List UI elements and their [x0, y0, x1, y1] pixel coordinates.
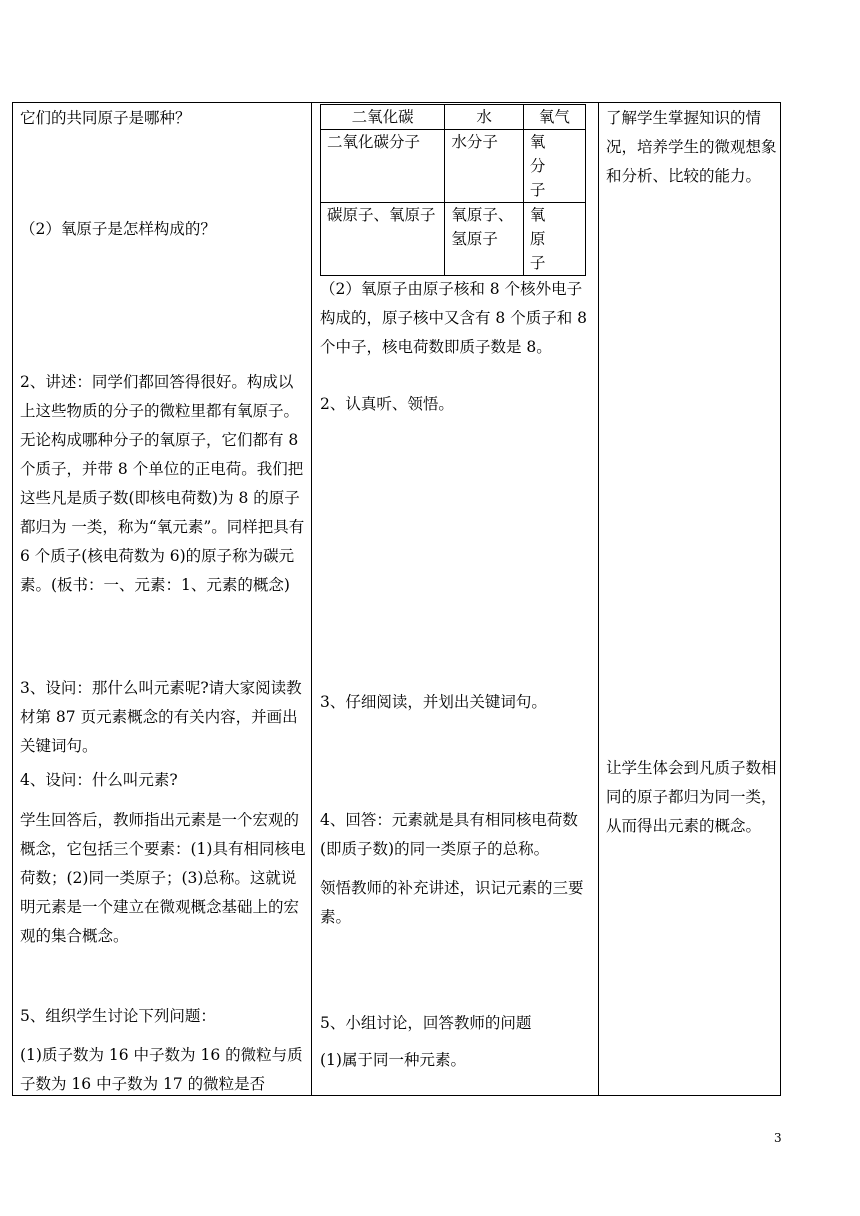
design-intent-2: 让学生体会到凡质子数相同的原子都归为同一类，从而得出元素的概念。 — [606, 759, 777, 835]
table-header-oxygen: 氧气 — [523, 105, 585, 130]
table-cell: 氧原子 — [523, 203, 585, 276]
teacher-ask-3: 3、设问：那什么叫元素呢?请大家阅读教材第 87 页元素概念的有关内容，并画出关键词句。 — [20, 679, 302, 755]
table-cell: 氧分子 — [523, 130, 585, 203]
table-row — [321, 105, 586, 130]
table-header-co2: 二氧化碳 — [321, 105, 445, 130]
column-divider-1 — [311, 102, 312, 1096]
table-cell: 二氧化碳分子 — [321, 130, 445, 203]
student-answer-2: （2）氧原子由原子核和 8 个核外电子构成的，原子核中又含有 8 个质子和 8 个中子，核电荷数即质子数是 8。 — [320, 280, 592, 356]
student-group-5: 5、小组讨论，回答教师的问题 — [320, 1014, 532, 1032]
teacher-question-oxygen-atom: （2）氧原子是怎样构成的？ — [20, 220, 216, 238]
table-cell: 水分子 — [445, 130, 523, 203]
table-cell: 氧原子、氢原子 — [445, 203, 523, 276]
teacher-explain-4: 学生回答后，教师指出元素是一个宏观的概念，它包括三个要素：(1)具有相同核电荷数；(2)同一类原子；(3)总称。这就说明元素是一个建立在微观概念基础上的宏观的集合概念。 — [20, 811, 306, 945]
molecule-atom-table — [320, 104, 586, 276]
student-listen-2: 2、认真听、领悟。 — [320, 395, 454, 413]
table-row — [321, 203, 586, 276]
student-read-3: 3、仔细阅读，并划出关键词句。 — [320, 693, 547, 711]
student-grasp-4: 领悟教师的补充讲述，识记元素的三要素。 — [320, 879, 584, 926]
teacher-discuss-5: 5、组织学生讨论下列问题： — [20, 1007, 216, 1025]
student-answer-4: 4、回答：元素就是具有相同核电荷数(即质子数)的同一类原子的总称。 — [320, 811, 578, 858]
teacher-question-common-atom: 它们的共同原子是哪种？ — [20, 109, 191, 127]
column-divider-2 — [598, 102, 599, 1096]
student-group-5-a1: (1)属于同一种元素。 — [320, 1051, 466, 1069]
table-cell: 碳原子、氧原子 — [321, 203, 445, 276]
teacher-ask-4: 4、设问：什么叫元素? — [20, 771, 178, 789]
design-intent-1: 了解学生掌握知识的情况，培养学生的微观想象和分析、比较的能力。 — [606, 109, 777, 185]
teacher-discuss-5-q1: (1)质子数为 16 中子数为 16 的微粒与质子数为 16 中子数为 17 的微粒是否 — [20, 1046, 303, 1093]
teacher-lecture-2: 2、讲述：同学们都回答得很好。构成以上这些物质的分子的微粒里都有氧原子。无论构成哪种分子的氧原子，它们都有 8 个质子，并带 8 个单位的正电荷。我们把这些凡是质子数(即核电荷数)为 8 的原子都归为 一类，称为“氧元素”。同样把具有 6 个质子(核电荷数为 6)的原子称为碳元素。(板书：一、元素：1、元素的概念) — [20, 373, 310, 594]
table-header-water: 水 — [445, 105, 523, 130]
table-row — [321, 130, 586, 203]
page-number: 3 — [774, 1131, 782, 1145]
